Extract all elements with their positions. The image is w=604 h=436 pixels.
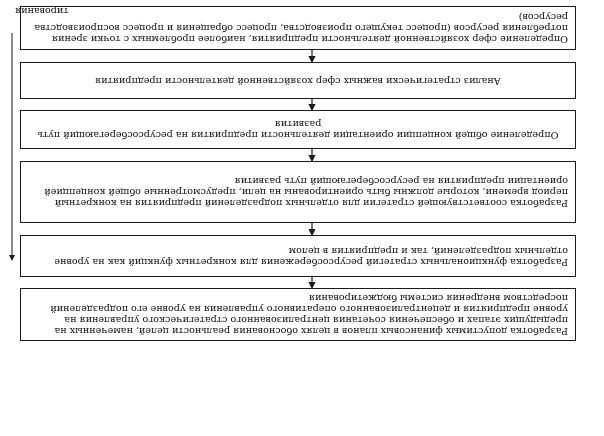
step-1-box <box>20 6 576 50</box>
caption-fragment: тирования <box>15 5 69 16</box>
step-2-text: Анализ стратегически важных сфер хозяйственной деятельности предприятия <box>95 75 501 86</box>
step-4-text: Разработка соответствующей стратегии для отдельных подразделений предприятия на конкретный период времени, которые должны быть ориентированы на цели, предусмотренные общей концепцией ориентации предприятия на ресурсосберегающий путь развития <box>44 175 568 209</box>
step-6-box <box>20 288 576 341</box>
step-1-text: Определение сфер хозяйственной деятельности предприятия, наиболее проблемных с точки зрения потребления ресурсов (процесс текущего производства, процесс обращения и процесс воспроизводства ресурсов) <box>34 11 568 45</box>
step-5-text: Разработка функциональных стратегий ресурсосбережения для конкретных функций как на уровне отдельных подразделений, так и предприятия в целом <box>54 245 568 267</box>
step-4-box <box>20 161 576 223</box>
step-3-text: Определение общей концепции ориентации деятельности предприятия на ресурсосберегающий путь развития <box>37 118 559 141</box>
step-3-box <box>20 110 576 149</box>
step-5-box <box>20 235 576 277</box>
step-6-text: Разработка допустимых финансовых планов в целях обоснования реальности целей, намеченных на предыдущих этапах и обеспечения сочетания централизованного стратегического управления на уровне предприятия и децентрализованного оперативного управления на уровне его подразделений посредством внедрения системы бюджетирования <box>50 292 568 337</box>
step-2-box <box>20 62 576 99</box>
